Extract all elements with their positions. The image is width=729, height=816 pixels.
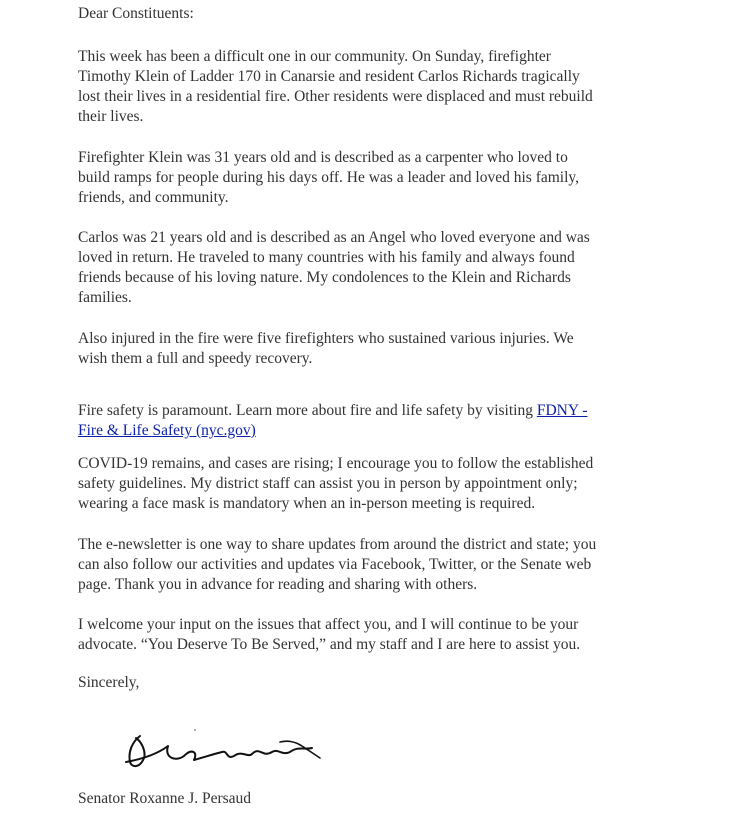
paragraph-covid: COVID-19 remains, and cases are rising; I encourage you to follow the established safety guidelines. My district staff can assist you in person by appointment only; wearing a face mask is mandatory when an in-person meeting is required. xyxy=(78,455,594,512)
handwritten-signature xyxy=(122,728,327,773)
paragraph-fire-safety xyxy=(78,401,588,441)
paragraph-carlos: Carlos was 21 years old and is described as an Angel who loved everyone and was loved in return. He traveled to many countries with his family and always found friends because of his loving nature. My condolences to the Klein and Richards families. xyxy=(78,229,590,306)
paragraph-firefighter-klein: Firefighter Klein was 31 years old and is described as a carpenter who loved to build ramps for people during his days off. He was a leader and loved his family, friends, and community. xyxy=(78,149,580,206)
fire-safety-text: Fire safety is paramount. Learn more about fire and life safety by visiting xyxy=(78,402,537,419)
fdny-link-line2[interactable]: Fire & Life Safety (nyc.gov) xyxy=(78,422,256,439)
closing: Sincerely, xyxy=(78,674,140,691)
paragraph-input: I welcome your input on the issues that affect you, and I will continue to be your advocate. “You Deserve To Be Served,” and my staff and I are here to assist you. xyxy=(78,616,581,653)
paragraph-community: This week has been a difficult one in our community. On Sunday, firefighter Timothy Klein of Ladder 170 in Canarsie and resident Carlos Richards tragically lost their lives in a residential fire. Other residents were displaced and must rebuild their lives. xyxy=(78,48,593,125)
paragraph-newsletter: The e-newsletter is one way to share updates from around the district and state; you can also follow our activities and updates via Facebook, Twitter, or the Senate web page. Thank you in advance for reading and sharing with others. xyxy=(78,536,597,593)
paragraph-injured-firefighters: Also injured in the fire were five firefighters who sustained various injuries. We wish them a full and speedy recovery. xyxy=(78,330,574,367)
fdny-link-line1[interactable]: FDNY - xyxy=(536,402,588,419)
signer-name: Senator Roxanne J. Persaud xyxy=(78,790,252,807)
greeting: Dear Constituents: xyxy=(78,5,194,22)
